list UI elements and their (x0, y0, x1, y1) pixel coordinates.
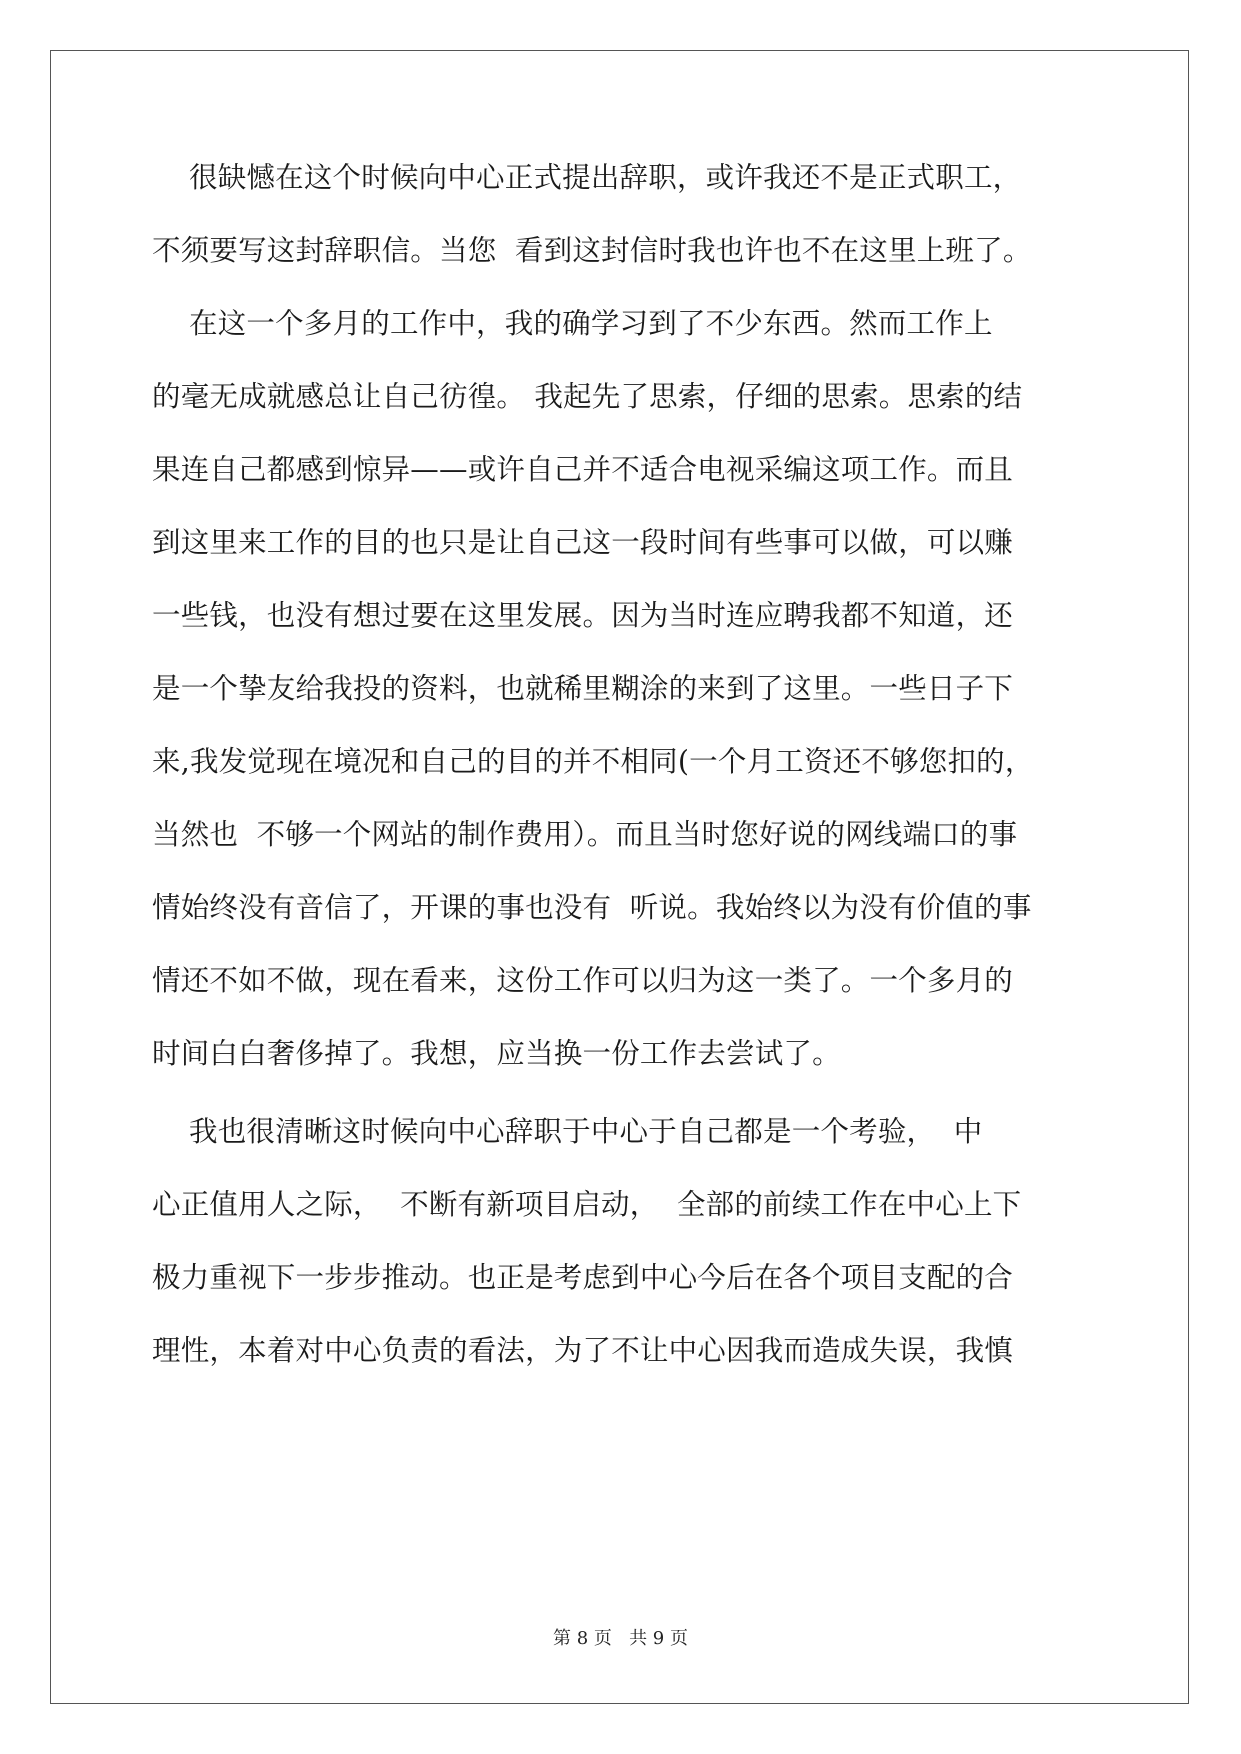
page-number-footer: 第 8 页 共 9 页 (553, 1628, 688, 1649)
text-line: 果连自己都感到惊异——或许自己并不适合电视采编这项工作。而且 (152, 453, 1014, 486)
text-line: 在这一个多月的工作中，我的确学习到了不少东西。然而工作上 (152, 307, 993, 340)
text-line: 情还不如不做，现在看来，这份工作可以归为这一类了。一个多月的 (152, 964, 1014, 997)
text-line: 来,我发觉现在境况和自己的目的并不相同(一个月工资还不够您扣的， (152, 745, 1034, 778)
text-line: 情始终没有音信了，开课的事也没有 听说。我始终以为没有价值的事 (152, 891, 1032, 924)
page-frame (50, 50, 1189, 1704)
text-line: 一些钱，也没有想过要在这里发展。因为当时连应聘我都不知道，还 (152, 599, 1014, 632)
text-line: 我也很清晰这时候向中心辞职于中心于自己都是一个考验， 中 (152, 1115, 983, 1148)
text-line: 到这里来工作的目的也只是让自己这一段时间有些事可以做，可以赚 (152, 526, 1014, 559)
text-line: 不须要写这封辞职信。当您 看到这封信时我也许也不在这里上班了。 (152, 234, 1032, 267)
text-line: 时间白白奢侈掉了。我想，应当换一份工作去尝试了。 (152, 1037, 841, 1070)
text-line: 极力重视下一步步推动。也正是考虑到中心今后在各个项目支配的合 (152, 1261, 1014, 1294)
text-line: 心正值用人之际， 不断有新项目启动， 全部的前续工作在中心上下 (152, 1188, 1022, 1221)
text-line: 当然也 不够一个网站的制作费用）。而且当时您好说的网线端口的事 (152, 818, 1018, 851)
text-line: 的毫无成就感总让自己彷徨。 我起先了思索，仔细的思索。思索的结 (152, 380, 1023, 413)
text-line: 是一个挚友给我投的资料，也就稀里糊涂的来到了这里。一些日子下 (152, 672, 1014, 705)
text-line: 理性，本着对中心负责的看法，为了不让中心因我而造成失误，我慎 (152, 1334, 1014, 1367)
text-line: 很缺憾在这个时候向中心正式提出辞职，或许我还不是正式职工， (152, 161, 1022, 194)
